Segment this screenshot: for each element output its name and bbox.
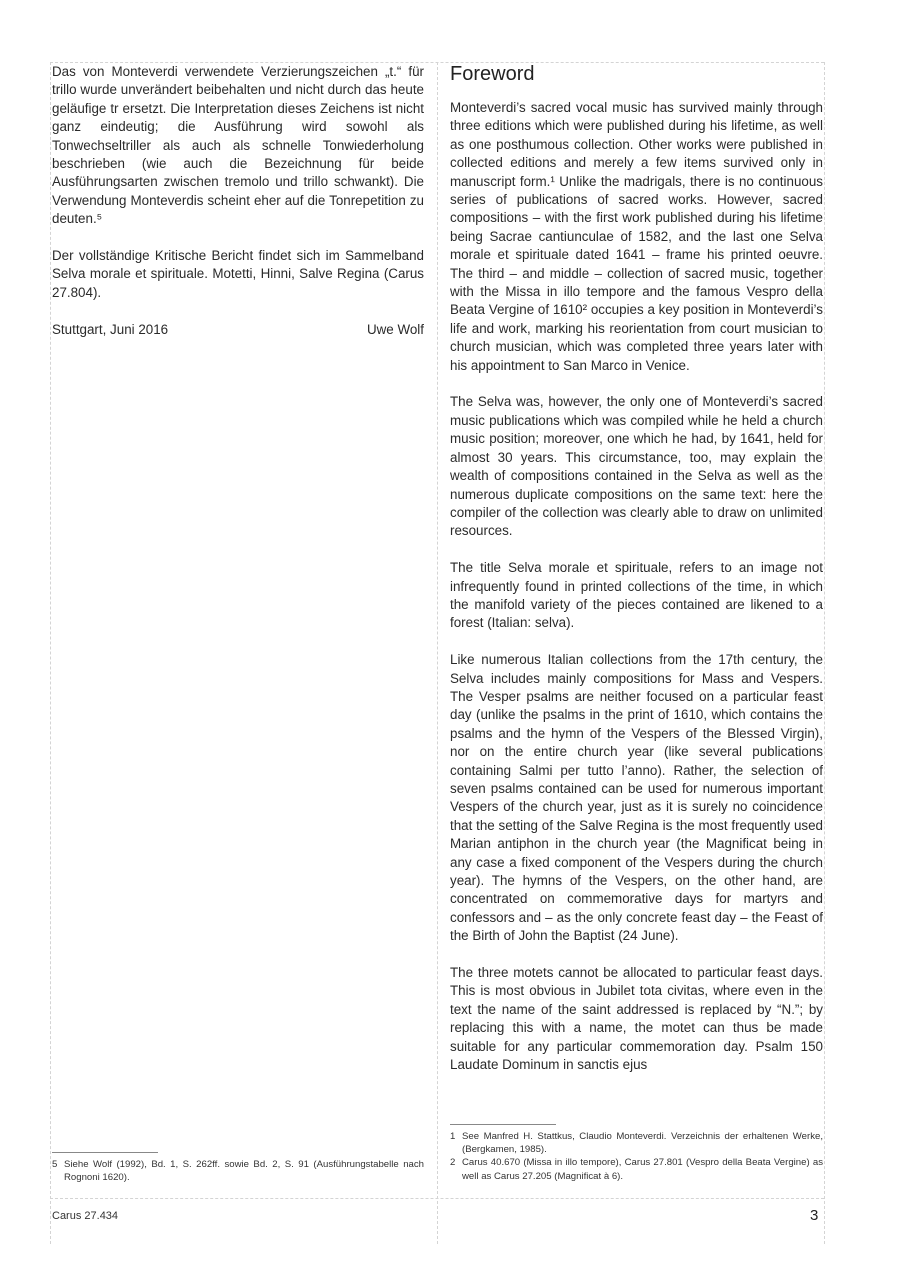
margin-guide-left (50, 62, 51, 1244)
paragraph: The three motets cannot be allocated to particular feast days. This is most obvious in Jubilet tota civitas, where even in the text the name of the saint addressed is replaced by “N.”; by replacing this with a name, the motet can thus be made suitable for any particular commemoration day. Psalm 150 Laudate Dominum in sanctis ejus (450, 965, 823, 1073)
paragraph: Das von Monteverdi verwendete Verzierungszeichen „t.“ für trillo wurde unverändert beibehalten und nicht durch das heute geläufige tr ersetzt. Die Interpretation dieses Zeichens ist nicht ganz eindeutig; die Ausführung wird sowohl als Tonwechseltriller als auch als schnelle Tonwiederholung beschrieben (wie auch die Bezeichnung für beide Ausführungsarten zwischen tremolo und trillo schwankt). Die Verwendung Monteverdis scheint eher auf die Tonrepetition zu deuten.⁵ (52, 64, 424, 227)
left-column (52, 63, 424, 339)
footnote (52, 1158, 424, 1184)
page-title: Foreword (450, 63, 535, 85)
author-name: Uwe Wolf (366, 321, 424, 337)
margin-guide-right (824, 62, 825, 1244)
footnote-text: Siehe Wolf (1992), Bd. 1, S. 262ff. sowie Bd. 2, S. 91 (Ausführungstabelle nach Rognoni 1620). (64, 1159, 424, 1184)
footnotes-right (450, 1130, 823, 1183)
footnotes-left (52, 1158, 424, 1184)
footnote-number: 2 (450, 1157, 456, 1169)
paragraph: Like numerous Italian collections from the 17th century, the Selva includes mainly compositions for Mass and Vespers. The Vesper psalms are neither focused on a particular feast day (unlike the psalms in the print of 1610, which contains the psalms and the hymn of the Vespers of the Blessed Virgin), nor on the entire church year (like several publications containing Salmi per tutto l’anno). Rather, the selection of seven psalms contained can be used for numerous important Vespers of the church year, just as it is surely no coincidence that the setting of the Salve Regina is the most frequently used Marian antiphon in the church year (the Magnificat being in any case a fixed component of the Vespers during the church year). The hymns of the Vespers, on the other hand, are concentrated on commemorative days for martyrs and confessors and – as the only concrete feast day – the Feast of the Birth of John the Baptist (24 June). (450, 652, 823, 944)
gutter-guide (437, 62, 438, 1244)
right-column (450, 63, 823, 1093)
footer-guide (50, 1198, 824, 1199)
paragraph: The title Selva morale et spirituale, refers to an image not infrequently found in printed collections of the time, in which the manifold variety of the pieces contained are likened to a forest (Italian: selva). (450, 560, 823, 631)
footnote-rule (52, 1152, 158, 1153)
footnote-rule (450, 1124, 556, 1125)
signature-line (52, 321, 424, 339)
paragraph: The Selva was, however, the only one of Monteverdi’s sacred music publications which was compiled while he held a church music position; moreover, one which he had, by 1641, held for almost 30 years. This circumstance, too, may explain the wealth of compositions contained in the Selva as well as the numerous duplicate compositions on the same text: here the compiler of the collection was clearly able to draw on unlimited resources. (450, 394, 823, 539)
footnote (450, 1156, 823, 1182)
catalog-number: Carus 27.434 (52, 1210, 119, 1222)
paragraph: Der vollständige Kritische Bericht findet sich im Sammelband Selva morale et spirituale. Motetti, Hinni, Salve Regina (Carus 27.804). (52, 248, 424, 300)
page-number: 3 (810, 1207, 819, 1224)
footnote-number: 5 (52, 1159, 58, 1170)
footnote-number: 1 (450, 1131, 456, 1142)
place-date: Stuttgart, Juni 2016 (52, 321, 169, 337)
footnote-text: Carus 40.670 (Missa in illo tempore), Carus 27.801 (Vespro della Beata Vergine) as well as Carus 27.205 (Magnificat à 6). (462, 1157, 823, 1182)
footnote-text: See Manfred H. Stattkus, Claudio Monteverdi. Verzeichnis der erhaltenen Werke, (Bergkamen, 1985). (462, 1131, 823, 1156)
paragraph: Monteverdi’s sacred vocal music has survived mainly through three editions which were published during his lifetime, as well as one posthumous collection. Other works were published in collected editions and merely a few items survived only in manuscript form.¹ Unlike the madrigals, there is no continuous series of publications of sacred works. However, sacred compositions – with the first work published during his lifetime being Sacrae cantiunculae of 1582, and the last one Selva morale et spirituale dated 1641 – frame his printed oeuvre. The third – and middle – collection of sacred music, together with the Missa in illo tempore and the famous Vespro della Beata Vergine of 1610² occupies a key position in Monteverdi’s life and work, marking his reorientation from court musician to church musician, which was completed three years later with his appointment to San Marco in Venice. (450, 100, 823, 373)
footnote (450, 1130, 823, 1156)
